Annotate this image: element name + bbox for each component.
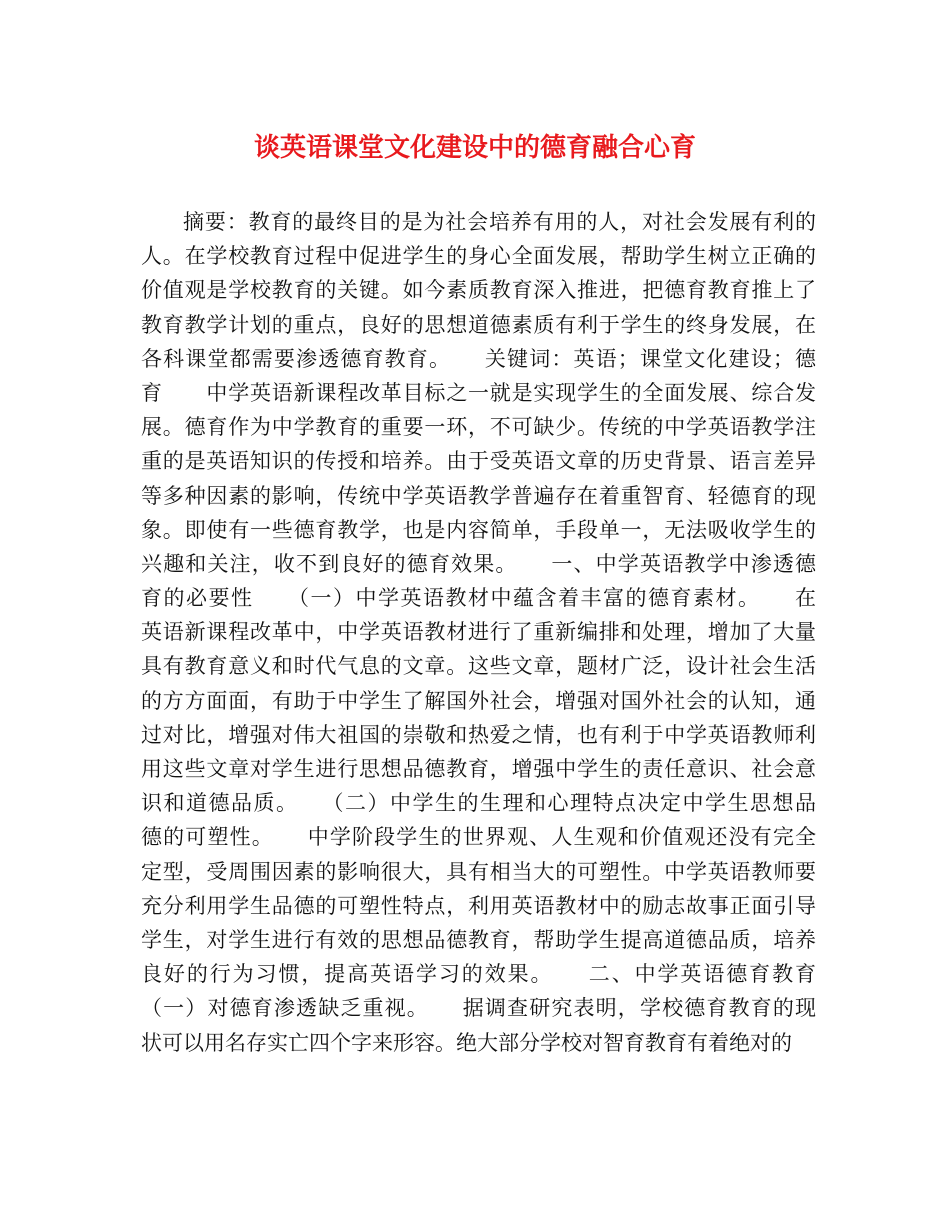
body-line: 用这些文章对学生进行思想品德教育，增强中学生的责任意识、社会意 [141, 757, 816, 781]
body-line: 象。即使有一些德育教学，也是内容简单，手段单一，无法吸收学生的 [141, 517, 816, 542]
body-line: 兴趣和关注，收不到良好的德育效果。 一、中学英语教学中渗透德 [141, 551, 816, 576]
body-line: 学生，对学生进行有效的思想品德教育，帮助学生提高道德品质，培养 [141, 927, 816, 952]
body-line: 摘要：教育的最终目的是为社会培养有用的人，对社会发展有利的 [183, 210, 816, 234]
body-line: 的方方面面，有助于中学生了解国外社会，增强对国外社会的认知，通 [141, 688, 816, 713]
body-line: 育的必要性 （一）中学英语教材中蕴含着丰富的德育素材。 在 [141, 586, 816, 611]
body-line: 过对比，增强对伟大祖国的崇敬和热爱之情，也有利于中学英语教师利 [141, 722, 816, 747]
document-body [141, 205, 816, 1060]
body-line: 良好的行为习惯，提高英语学习的效果。 二、中学英语德育教育 [141, 962, 816, 987]
body-line: 状可以用名存实亡四个字来形容。绝大部分学校对智育教育有着绝对的 [141, 1030, 792, 1055]
body-line: 育 中学英语新课程改革目标之一就是实现学生的全面发展、综合发 [141, 380, 816, 405]
body-line: 充分利用学生品德的可塑性特点，利用英语教材中的励志故事正面引导 [141, 893, 816, 918]
body-line: 价值观是学校教育的关键。如今素质教育深入推进，把德育教育推上了 [141, 278, 816, 303]
body-line: 等多种因素的影响，传统中学英语教学普遍存在着重智育、轻德育的现 [141, 483, 816, 508]
body-line: 德的可塑性。 中学阶段学生的世界观、人生观和价值观还没有完全 [141, 825, 816, 850]
body-line: 展。德育作为中学教育的重要一环，不可缺少。传统的中学英语教学注 [141, 415, 816, 440]
body-line: 人。在学校教育过程中促进学生的身心全面发展，帮助学生树立正确的 [141, 244, 816, 269]
document-title: 谈英语课堂文化建设中的德育融合心育 [253, 133, 696, 163]
body-line: 英语新课程改革中，中学英语教材进行了重新编排和处理，增加了大量 [141, 620, 816, 645]
body-line: 定型，受周围因素的影响很大，具有相当大的可塑性。中学英语教师要 [141, 859, 816, 884]
body-line: 识和道德品质。 （二）中学生的生理和心理特点决定中学生思想品 [141, 791, 816, 816]
body-line: （一）对德育渗透缺乏重视。 据调查研究表明，学校德育教育的现 [141, 996, 816, 1021]
body-line: 重的是英语知识的传授和培养。由于受英语文章的历史背景、语言差异 [141, 449, 816, 474]
body-line: 教育教学计划的重点，良好的思想道德素质有利于学生的终身发展，在 [141, 312, 816, 337]
body-line: 具有教育意义和时代气息的文章。这些文章，题材广泛，设计社会生活 [141, 654, 816, 679]
body-line: 各科课堂都需要渗透德育教育。 关键词：英语；课堂文化建设；德 [141, 346, 816, 371]
